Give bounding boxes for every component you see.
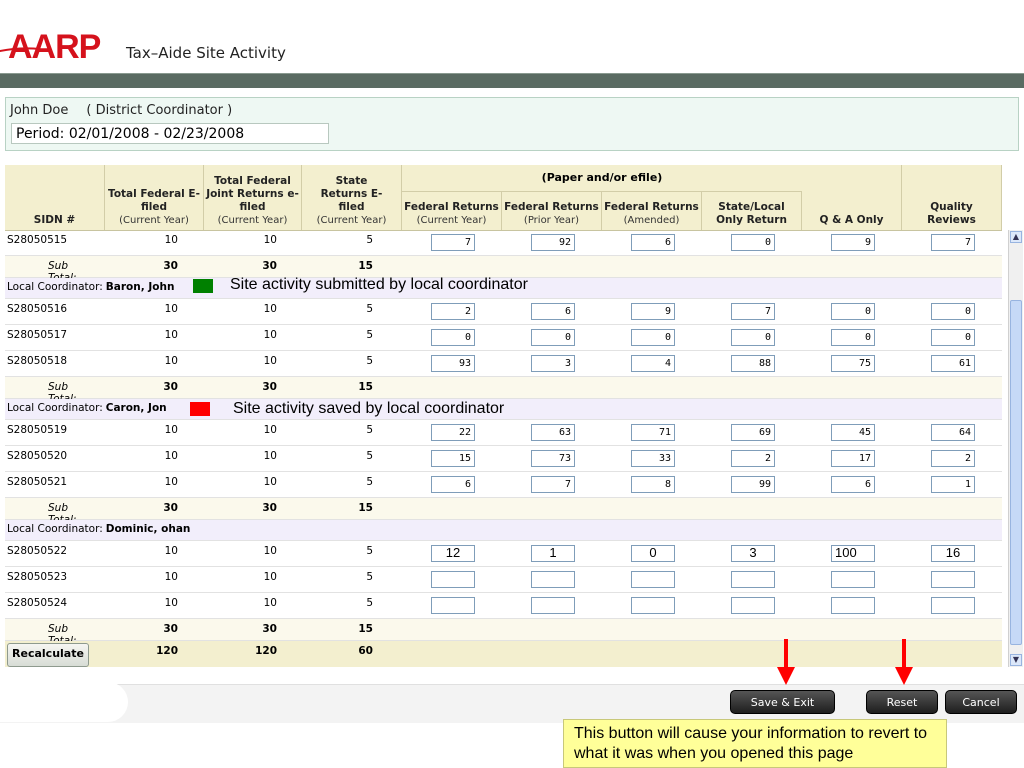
value-input[interactable] xyxy=(631,571,675,588)
value-input[interactable]: 2 xyxy=(931,450,975,467)
joint-efiled-cell: 10 xyxy=(263,597,277,609)
sidn-cell: S28050515 xyxy=(7,234,68,246)
joint-efiled-cell: 10 xyxy=(263,545,277,557)
joint-efiled-cell: 120 xyxy=(255,645,277,657)
coordinator-label xyxy=(7,402,167,414)
joint-efiled-cell: 30 xyxy=(262,502,277,514)
sidn-cell: S28050519 xyxy=(7,424,68,436)
state-efiled-cell: 5 xyxy=(366,424,373,436)
joint-efiled-cell: 10 xyxy=(263,329,277,341)
subtotal-row xyxy=(5,619,1002,641)
saved-swatch xyxy=(190,402,210,416)
grid-scrollbar[interactable] xyxy=(1008,230,1023,667)
subtotal-label: Sub xyxy=(48,260,68,272)
joint-efiled-cell: 30 xyxy=(262,381,277,393)
value-input[interactable]: 22 xyxy=(431,424,475,441)
col-joint-efiled: Total Federal Joint Returns e-filed (Current Year) xyxy=(204,165,302,230)
value-input[interactable] xyxy=(831,571,875,588)
value-input[interactable]: 7 xyxy=(431,234,475,251)
col-sidn: SIDN # xyxy=(5,165,105,230)
state-efiled-cell: 5 xyxy=(366,545,373,557)
joint-efiled-cell: 10 xyxy=(263,234,277,246)
col-fed-efiled: Total Federal E-filed (Current Year) xyxy=(105,165,204,230)
state-efiled-cell: 5 xyxy=(366,597,373,609)
value-input[interactable] xyxy=(931,597,975,614)
value-input[interactable]: 61 xyxy=(931,355,975,372)
coordinator-label xyxy=(7,281,174,293)
fed-efiled-cell: 10 xyxy=(164,303,178,315)
joint-efiled-cell: 30 xyxy=(262,623,277,635)
coordinator-name: Baron, John xyxy=(105,281,175,293)
sidn-cell: S28050518 xyxy=(7,355,68,367)
value-input[interactable]: 15 xyxy=(431,450,475,467)
col-state-local: State/Local Only Return xyxy=(702,191,802,230)
table-row xyxy=(5,420,1002,446)
value-input[interactable]: 71 xyxy=(631,424,675,441)
col-fed-prior: Federal Returns (Prior Year) xyxy=(502,191,602,230)
value-input[interactable] xyxy=(931,571,975,588)
sidn-cell: S28050521 xyxy=(7,476,68,488)
value-input[interactable] xyxy=(731,597,775,614)
value-input[interactable]: 88 xyxy=(731,355,775,372)
joint-efiled-cell: 10 xyxy=(263,450,277,462)
state-efiled-cell: 5 xyxy=(366,450,373,462)
reset-button[interactable]: Reset xyxy=(866,690,938,714)
value-input[interactable]: 0 xyxy=(531,329,575,346)
value-input[interactable]: 45 xyxy=(831,424,875,441)
value-input[interactable]: 33 xyxy=(631,450,675,467)
value-input[interactable]: 9 xyxy=(631,303,675,320)
state-efiled-cell: 60 xyxy=(358,645,373,657)
value-input[interactable]: 0 xyxy=(731,329,775,346)
table-row xyxy=(5,325,1002,351)
value-input[interactable] xyxy=(731,571,775,588)
sidn-cell: S28050520 xyxy=(7,450,68,462)
col-fed-current: Federal Returns (Current Year) xyxy=(402,191,502,230)
col-group-paper-efile: (Paper and/or efile) xyxy=(402,165,802,192)
value-input[interactable]: 6 xyxy=(631,234,675,251)
value-input[interactable]: 17 xyxy=(831,450,875,467)
col-quality: Quality Reviews xyxy=(902,165,1002,230)
joint-efiled-cell: 10 xyxy=(263,355,277,367)
value-input[interactable]: 0 xyxy=(631,329,675,346)
grid-header xyxy=(5,165,1002,231)
value-input[interactable]: 16 xyxy=(931,545,975,562)
joint-efiled-cell: 10 xyxy=(263,476,277,488)
submitted-swatch xyxy=(193,279,213,293)
page-title: Tax–Aide Site Activity xyxy=(126,44,286,62)
sidn-cell: S28050517 xyxy=(7,329,68,341)
scroll-thumb[interactable] xyxy=(1010,300,1022,645)
subtotal-row xyxy=(5,256,1002,278)
fed-efiled-cell: 10 xyxy=(164,597,178,609)
state-efiled-cell: 5 xyxy=(366,355,373,367)
state-efiled-cell: 15 xyxy=(358,623,373,635)
fed-efiled-cell: 30 xyxy=(163,502,178,514)
fed-efiled-cell: 10 xyxy=(164,329,178,341)
fed-efiled-cell: 10 xyxy=(164,424,178,436)
subtotal-label: Sub xyxy=(48,502,68,514)
fed-efiled-cell: 10 xyxy=(164,476,178,488)
footer-blank xyxy=(0,682,128,722)
value-input[interactable]: 69 xyxy=(731,424,775,441)
sidn-cell: S28050516 xyxy=(7,303,68,315)
user-name: John Doe xyxy=(10,103,69,118)
coordinator-label-text: Local Coordinator: xyxy=(7,523,103,535)
state-efiled-cell: 15 xyxy=(358,502,373,514)
reset-arrow-icon xyxy=(894,639,914,685)
value-input[interactable]: 7 xyxy=(531,476,575,493)
value-input[interactable]: 99 xyxy=(731,476,775,493)
saved-annotation: Site activity saved by local coordinator xyxy=(233,400,505,417)
value-input[interactable]: 0 xyxy=(831,303,875,320)
value-input[interactable]: 73 xyxy=(531,450,575,467)
value-input[interactable] xyxy=(631,597,675,614)
table-row xyxy=(5,472,1002,498)
fed-efiled-cell: 30 xyxy=(163,381,178,393)
joint-efiled-cell: 10 xyxy=(263,424,277,436)
col-fed-amended: Federal Returns (Amended) xyxy=(602,191,702,230)
coordinator-name: Caron, Jon xyxy=(105,402,167,414)
coordinator-label xyxy=(7,523,190,535)
value-input[interactable]: 1 xyxy=(531,545,575,562)
state-efiled-cell: 5 xyxy=(366,571,373,583)
value-input[interactable]: 0 xyxy=(831,329,875,346)
value-input[interactable]: 6 xyxy=(431,476,475,493)
value-input[interactable] xyxy=(531,571,575,588)
value-input[interactable]: 7 xyxy=(931,234,975,251)
value-input[interactable] xyxy=(431,597,475,614)
save-arrow-icon xyxy=(776,639,796,685)
value-input[interactable]: 93 xyxy=(431,355,475,372)
table-row xyxy=(5,446,1002,472)
fed-efiled-cell: 10 xyxy=(164,545,178,557)
value-input[interactable]: 3 xyxy=(531,355,575,372)
value-input[interactable]: 100 xyxy=(831,545,875,562)
joint-efiled-cell: 10 xyxy=(263,303,277,315)
coordinator-label-text: Local Coordinator: xyxy=(7,281,103,293)
period-field: Period: 02/01/2008 - 02/23/2008 xyxy=(11,123,329,144)
user-panel xyxy=(5,97,1019,151)
logo-swoosh-icon xyxy=(0,46,40,52)
value-input[interactable]: 0 xyxy=(931,329,975,346)
save-exit-button[interactable]: Save & Exit xyxy=(730,690,835,714)
state-efiled-cell: 5 xyxy=(366,303,373,315)
value-input[interactable]: 8 xyxy=(631,476,675,493)
state-efiled-cell: 5 xyxy=(366,234,373,246)
value-input[interactable]: 6 xyxy=(831,476,875,493)
coordinator-row xyxy=(5,520,1002,541)
reset-note: This button will cause your information to revert to what it was when you opened this page xyxy=(563,719,947,768)
value-input[interactable]: 63 xyxy=(531,424,575,441)
state-efiled-cell: 5 xyxy=(366,329,373,341)
value-input[interactable]: 2 xyxy=(731,450,775,467)
scroll-up-icon[interactable]: ▲ xyxy=(1010,231,1022,243)
value-input[interactable]: 0 xyxy=(631,545,675,562)
value-input[interactable]: 9 xyxy=(831,234,875,251)
subtotal-row xyxy=(5,498,1002,520)
sidn-cell: S28050522 xyxy=(7,545,68,557)
fed-efiled-cell: 30 xyxy=(163,260,178,272)
fed-efiled-cell: 10 xyxy=(164,450,178,462)
state-efiled-cell: 5 xyxy=(366,476,373,488)
value-input[interactable]: 0 xyxy=(731,234,775,251)
table-row xyxy=(5,567,1002,593)
value-input[interactable]: 2 xyxy=(431,303,475,320)
user-info xyxy=(10,103,232,118)
value-input[interactable] xyxy=(431,571,475,588)
total-row xyxy=(5,641,1002,667)
fed-efiled-cell: 30 xyxy=(163,623,178,635)
value-input[interactable]: 12 xyxy=(431,545,475,562)
value-input[interactable]: 4 xyxy=(631,355,675,372)
submitted-annotation: Site activity submitted by local coordinator xyxy=(230,276,528,293)
fed-efiled-cell: 10 xyxy=(164,355,178,367)
coordinator-label-text: Local Coordinator: xyxy=(7,402,103,414)
table-row xyxy=(5,541,1002,567)
fed-efiled-cell: 10 xyxy=(164,571,178,583)
value-input[interactable]: 92 xyxy=(531,234,575,251)
sidn-cell: S28050524 xyxy=(7,597,68,609)
table-row xyxy=(5,299,1002,325)
table-row xyxy=(5,230,1002,256)
recalculate-button[interactable]: Recalculate xyxy=(7,643,89,667)
scroll-down-icon[interactable]: ▼ xyxy=(1010,654,1022,666)
value-input[interactable]: 7 xyxy=(731,303,775,320)
coordinator-name: Dominic, ohan xyxy=(105,523,191,535)
header-bar xyxy=(0,73,1024,88)
value-input[interactable]: 64 xyxy=(931,424,975,441)
value-input[interactable] xyxy=(831,597,875,614)
state-efiled-cell: 15 xyxy=(358,260,373,272)
subtotal-row xyxy=(5,377,1002,399)
table-row xyxy=(5,351,1002,377)
joint-efiled-cell: 10 xyxy=(263,571,277,583)
col-qa: Q & A Only xyxy=(802,165,902,230)
value-input[interactable]: 75 xyxy=(831,355,875,372)
value-input[interactable]: 0 xyxy=(931,303,975,320)
fed-efiled-cell: 120 xyxy=(156,645,178,657)
subtotal-label: Sub xyxy=(48,623,68,635)
value-input[interactable]: 3 xyxy=(731,545,775,562)
cancel-button[interactable]: Cancel xyxy=(945,690,1017,714)
subtotal-label: Sub xyxy=(48,381,68,393)
value-input[interactable]: 6 xyxy=(531,303,575,320)
aarp-logo: AARP xyxy=(8,28,101,66)
value-input[interactable] xyxy=(531,597,575,614)
state-efiled-cell: 15 xyxy=(358,381,373,393)
value-input[interactable]: 0 xyxy=(431,329,475,346)
joint-efiled-cell: 30 xyxy=(262,260,277,272)
table-row xyxy=(5,593,1002,619)
value-input[interactable]: 1 xyxy=(931,476,975,493)
fed-efiled-cell: 10 xyxy=(164,234,178,246)
user-role: ( District Coordinator ) xyxy=(86,103,233,118)
col-state-efiled: State Returns E-filed (Current Year) xyxy=(302,165,402,230)
sidn-cell: S28050523 xyxy=(7,571,68,583)
